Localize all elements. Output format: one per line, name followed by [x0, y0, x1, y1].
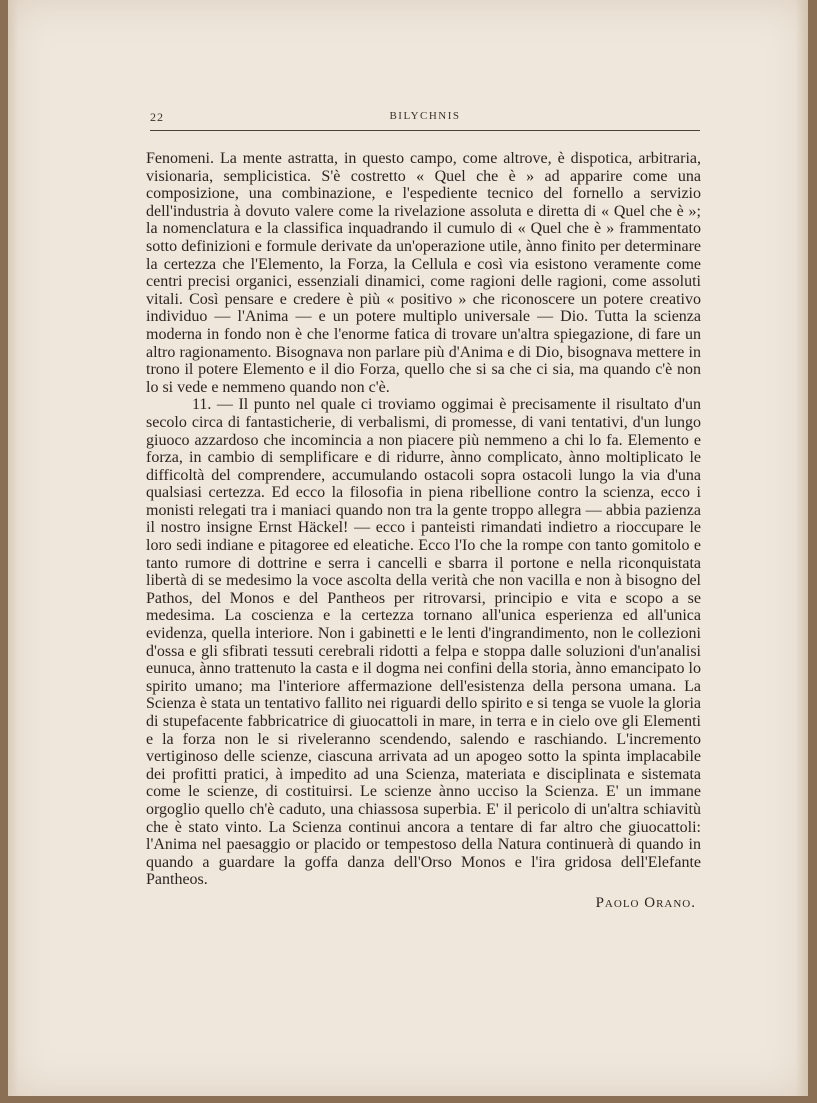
page-edge-left	[8, 0, 18, 1096]
header-rule	[150, 130, 700, 131]
page-number: 22	[150, 110, 164, 124]
page-sheet	[8, 0, 808, 1096]
page-edge-right	[796, 0, 808, 1096]
paragraph-continuation: Fenomeni. La mente astratta, in questo campo, come altrove, è dispotica, arbitraria, visionaria, semplicistica. S'è costretto « Quel che è » ad apparire come una composizione, una combinazione, e l'espediente tecnico del fornello a servizio dell'industria à dovuto valere come la rivelazione assoluta e diretta di « Quel che è »; la nomenclatura e la classifica inquadrando il cumulo di « Quel che è » frammentato sotto definizioni e formule derivate da un'operazione utile, ànno finito per determinare la certezza che l'Elemento, la Forza, la Cellula e così via esistono veramente come centri precisi organici, essenziali dinamici, come ragioni delle ragioni, come assoluti vitali. Così pensare e credere è più « positivo » che riconoscere un potere creativo individuo — l'Anima — e un potere multiplo universale — Dio. Tutta la scienza moderna in fondo non è che l'enorme fatica di trovare un'altra spiegazione, di fare un altro ragionamento. Bisognava non parlare più d'Anima e di Dio, bisognava mettere in trono il potere Elemento e il dio Forza, quello che si sa che ci sia, ma quando c'è non lo si vede e nemmeno quando non c'è.	[146, 150, 701, 396]
author-signature: Paolo Orano.	[595, 895, 696, 911]
article-body	[146, 150, 701, 889]
paragraph-section-11: 11. — Il punto nel quale ci troviamo oggimai è precisamente il risultato d'un secolo circa di fantasticherie, di verbalismi, di promesse, di vani tentativi, d'un lungo giuoco azzardoso che incomincia a non piacere più nemmeno a chi lo fa. Elemento e forza, in cambio di semplificare e di ridurre, ànno complicato, ànno moltiplicato le difficoltà del comprendere, accumulando ostacoli sopra ostacoli lungo la via d'una qualsiasi certezza. Ed ecco la filosofia in piena ribellione contro la scienza, ecco i monisti relegati tra i maniaci quando non tra la gente troppo allegra — abbia pazienza il nostro insigne Ernst Häckel! — ecco i panteisti rimandati indietro a rioccupare le loro sedi indiane e pitagoree ed eleatiche. Ecco l'Io che la rompe con tanto gomitolo e tanto rumore di dottrine e serra i cancelli e sbarra il portone e nella riconquistata libertà di se medesimo la voce ascolta della verità che non vacilla e non à bisogno del Pathos, del Monos e del Pantheos per ritrovarsi, principio e vita e scopo a se medesima. La coscienza e la certezza tornano all'unica esperienza ed all'unica evidenza, quella interiore. Non i gabinetti e le lenti d'ingrandimento, non le collezioni d'ossa e gli sfibrati tessuti cerebrali ridotti a felpa e stoppa dalle soluzioni d'un'analisi eunuca, ànno trattenuto la casta e il dogma nei confini della storia, ànno emancipato lo spirito umano; ma l'interiore affermazione dell'esistenza della persona umana. La Scienza è stata un tentativo fallito nei riguardi dello spirito e si tenga se vuole la gloria di stupefacente fabbricatrice di giuocattoli in mare, in terra e in cielo ove gli Elementi e la forza non le si riveleranno scendendo, salendo e raschiando. L'incremento vertiginoso delle scienze, ciascuna arrivata ad un apogeo sotto la spinta implacabile dei profitti pratici, à impedito ad una Scienza, materiata e disciplinata e sistemata come le scienze, di costituirsi. Le scienze ànno ucciso la Scienza. E' un immane orgoglio quello ch'è caduto, una chiassosa superbia. E' il pericolo di un'altra schiavitù che è stato vinto. La Scienza continui ancora a tentare di far altro che giuocattoli: l'Anima nel paesaggio or placido or tempestoso della Natura continuerà di quando in quando a guardare la goffa danza dell'Orso Monos e l'ira gridosa dell'Elefante Pantheos.	[146, 396, 701, 889]
running-head	[150, 110, 700, 130]
journal-title: BILYCHNIS	[389, 110, 461, 122]
